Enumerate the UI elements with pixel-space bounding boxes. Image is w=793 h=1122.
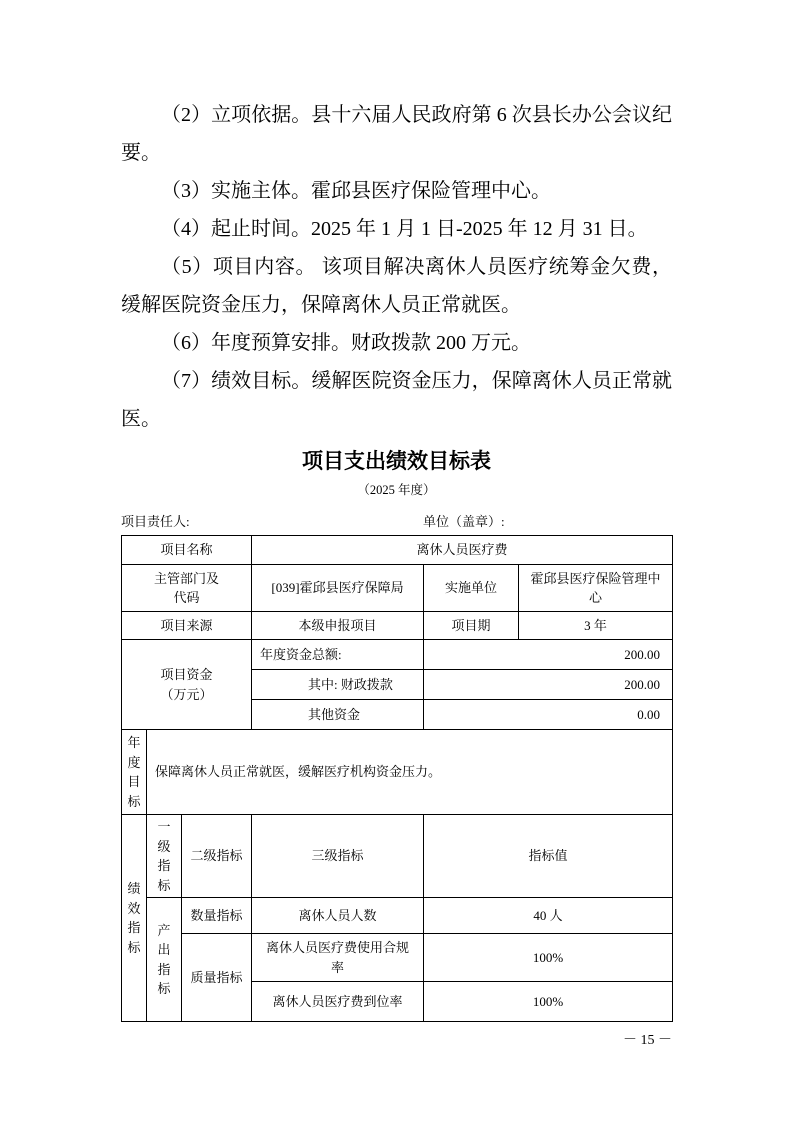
quality-indicator-value-2: 100% [424,982,673,1022]
performance-target-table [121,535,673,1022]
annual-goal-label: 年 度 目 标 [122,730,147,815]
project-name-label: 项目名称 [122,536,252,565]
table-row [122,730,673,815]
unit-seal-label: 单位（盖章）: [423,514,505,529]
output-indicator-label: 产 出 指 标 [147,898,182,1022]
funds-other-value: 0.00 [424,700,673,730]
funds-fiscal-label: 其中: 财政拨款 [252,670,424,700]
level1-indicator-header: 一 级 指 标 [147,815,182,898]
funds-fiscal-value: 200.00 [424,670,673,700]
funds-total-label: 年度资金总额: [252,640,424,670]
dept-code-value: [039]霍邱县医疗保障局 [252,565,424,612]
paragraph-item-6: （6）年度预算安排。财政拨款 200 万元。 [161,332,531,354]
paragraph-item-2: （2）立项依据。县十六届人民政府第 6 次县长办公会议纪要。 [121,104,672,164]
level3-indicator-header: 三级指标 [252,815,424,898]
project-source-label: 项目来源 [122,612,252,640]
dept-code-label: 主管部门及 代码 [122,565,252,612]
document-title: 项目支出绩效目标表 [302,449,491,473]
impl-unit-value: 霍邱县医疗保险管理中心 [519,565,673,612]
level2-indicator-header: 二级指标 [182,815,252,898]
quality-indicator-label: 质量指标 [182,934,252,1022]
table-row [122,536,673,565]
project-period-value: 3 年 [519,612,673,640]
impl-unit-label: 实施单位 [424,565,519,612]
project-period-label: 项目期 [424,612,519,640]
project-funds-label: 项目资金 （万元） [122,640,252,730]
project-source-value: 本级申报项目 [252,612,424,640]
paragraph-item-7: （7）绩效目标。缓解医院资金压力，保障离休人员正常就医。 [121,370,672,430]
performance-indicator-label: 绩 效 指 标 [122,815,147,1022]
document-year: （2025 年度） [357,483,436,497]
funds-total-value: 200.00 [424,640,673,670]
quantity-indicator-name: 离休人员人数 [252,898,424,934]
table-row [122,898,673,934]
quantity-indicator-value: 40 人 [424,898,673,934]
table-row [122,640,673,670]
paragraph-item-4: （4）起止时间。2025 年 1 月 1 日-2025 年 12 月 31 日。 [161,218,648,240]
annual-goal-value: 保障离休人员正常就医，缓解医疗机构资金压力。 [147,730,673,815]
quality-indicator-value-1: 100% [424,934,673,982]
quantity-indicator-label: 数量指标 [182,898,252,934]
page-number: － 15 － [623,1033,672,1048]
page-content [121,0,672,1050]
responsible-person-label: 项目责任人: [121,514,190,529]
quality-indicator-name-1: 离休人员医疗费使用合规率 [252,934,424,982]
paragraph-item-3: （3）实施主体。霍邱县医疗保险管理中心。 [161,180,551,202]
table-row [122,815,673,898]
table-meta-row [121,511,672,533]
table-row [122,612,673,640]
indicator-value-header: 指标值 [424,815,673,898]
table-row [122,934,673,982]
table-row [122,565,673,612]
project-name-value: 离休人员医疗费 [252,536,673,565]
quality-indicator-name-2: 离休人员医疗费到位率 [252,982,424,1022]
paragraph-item-5: （5）项目内容。 该项目解决离休人员医疗统筹金欠费，缓解医院资金压力，保障离休人员正常就医。 [121,256,672,316]
funds-other-label: 其他资金 [252,700,424,730]
